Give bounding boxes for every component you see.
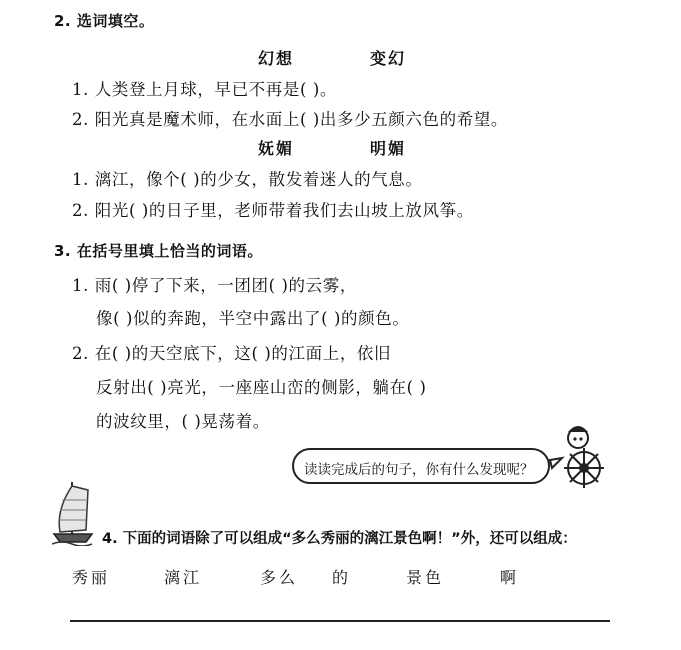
word-card: 的 [332,568,352,587]
word-option: 明媚 [370,139,407,158]
section-4-title: 4. 下面的词语除了可以组成“多么秀丽的漓江景色啊！”外，还可以组成： [102,531,577,547]
word-option: 变幻 [370,49,407,68]
fill-blank-line: 反射出( )亮光，一座座山峦的侧影，躺在( ) [96,378,427,397]
word-option: 幻想 [258,49,295,68]
sailboat-icon [52,480,94,546]
word-card: 多么 [260,568,299,587]
fill-blank-sentence: 2. 阳光( )的日子里，老师带着我们去山坡上放风筝。 [72,201,474,220]
answer-line [70,620,610,622]
word-card: 秀丽 [72,568,111,587]
fill-blank-line: 的波纹里，( )晃荡着。 [96,412,270,431]
fill-blank-line: 2. 在( )的天空底下，这( )的江面上，依旧 [72,344,392,363]
word-card: 啊 [500,568,520,587]
word-option: 妩媚 [258,139,295,158]
fill-blank-sentence: 2. 阳光真是魔术师，在水面上( )出多少五颜六色的希望。 [72,110,509,129]
fill-blank-sentence: 1. 人类登上月球，早已不再是( )。 [72,80,338,99]
section-3-title: 3. 在括号里填上恰当的词语。 [54,242,263,260]
cartoon-sailor-icon [548,418,610,490]
speech-bubble [292,448,550,484]
speech-bubble-text: 读读完成后的句子，你有什么发现呢？ [304,462,534,478]
section-2-title: 2. 选词填空。 [54,12,155,30]
fill-blank-sentence: 1. 漓江，像个( )的少女，散发着迷人的气息。 [72,170,423,189]
fill-blank-line: 1. 雨( )停了下来，一团团( )的云雾， [72,276,357,295]
word-card: 漓江 [164,568,203,587]
word-card: 景色 [406,568,445,587]
fill-blank-line: 像( )似的奔跑，半空中露出了( )的颜色。 [96,309,410,328]
